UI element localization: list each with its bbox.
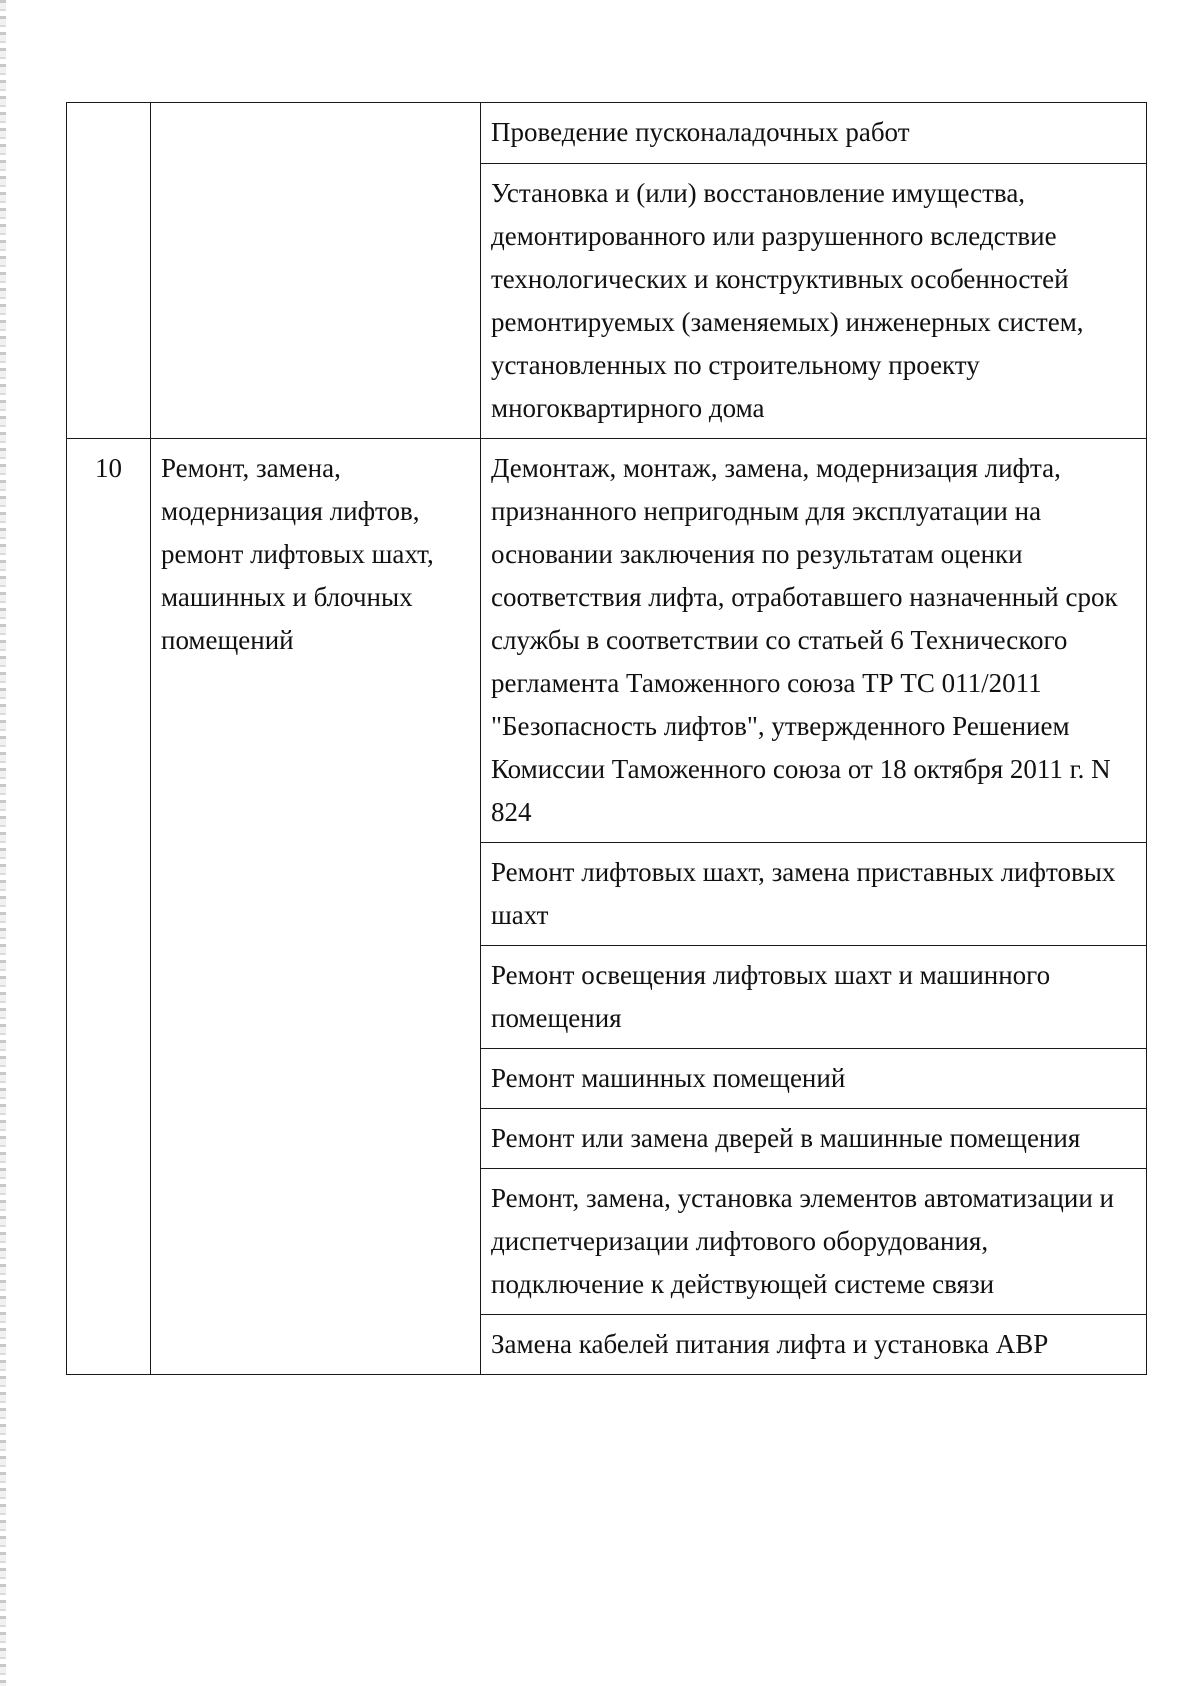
- table-row: [67, 439, 1147, 843]
- work-cell: Ремонт, замена, установка элементов автоматизации и диспетчеризации лифтового оборудования, подключение к действующей системе связи: [481, 1169, 1147, 1315]
- work-cell: Ремонт или замена дверей в машинные помещения: [481, 1109, 1147, 1169]
- work-cell: Проведение пусконаладочных работ: [481, 103, 1147, 164]
- work-cell: Замена кабелей питания лифта и установка АВР: [481, 1315, 1147, 1375]
- scan-edge-shadow: [0, 0, 6, 1686]
- work-cell: Демонтаж, монтаж, замена, модернизация лифта, признанного непригодным для эксплуатации на основании заключения по результатам оценки соответствия лифта, отработавшего назначенный срок службы в соответствии со статьей 6 Технического регламента Таможенного союза ТР ТС 011/2011 "Безопасность лифтов", утвержденного Решением Комиссии Таможенного союза от 18 октября 2011 г. N 824: [481, 439, 1147, 843]
- work-cell: Установка и (или) восстановление имущества, демонтированного или разрушенного вследствие технологических и конструктивных особенностей ремонтируемых (заменяемых) инженерных систем, установленных по строительному проекту многоквартирного дома: [481, 164, 1147, 439]
- works-table: [66, 102, 1147, 1375]
- number-cell-empty: [67, 103, 151, 439]
- work-cell: Ремонт машинных помещений: [481, 1049, 1147, 1109]
- work-cell: Ремонт лифтовых шахт, замена приставных лифтовых шахт: [481, 843, 1147, 946]
- work-cell: Ремонт освещения лифтовых шахт и машинного помещения: [481, 946, 1147, 1049]
- table-row: [67, 103, 1147, 164]
- item-number-cell: 10: [67, 439, 151, 1375]
- item-name-cell: Ремонт, замена, модернизация лифтов, ремонт лифтовых шахт, машинных и блочных помещений: [151, 439, 481, 1375]
- name-cell-empty: [151, 103, 481, 439]
